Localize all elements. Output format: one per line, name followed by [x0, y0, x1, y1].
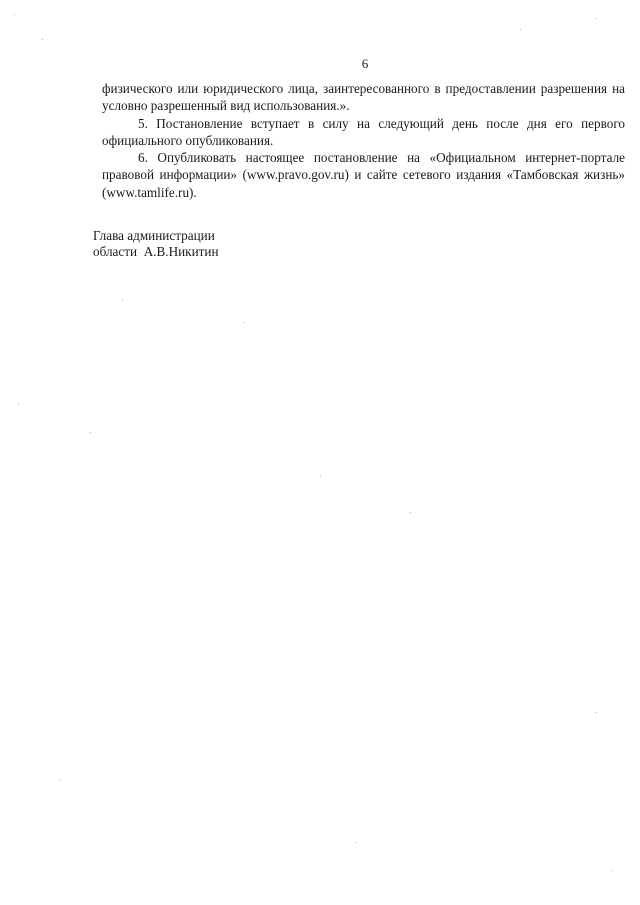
page-number: 6	[361, 56, 369, 71]
scan-speck	[244, 322, 245, 323]
scan-speck	[410, 512, 411, 513]
scan-speck	[18, 404, 19, 405]
scan-speck	[356, 842, 357, 843]
scan-speck	[14, 14, 15, 15]
scan-speck	[520, 29, 521, 30]
scan-speck	[42, 39, 43, 40]
signature-block	[93, 228, 219, 260]
scan-speck	[596, 712, 597, 713]
scan-speck	[122, 300, 123, 301]
paragraph-continuation: физического или юридического лица, заинтересованного в предоставлении разрешения на условно разрешенный вид использования.».	[102, 81, 625, 114]
scan-speck	[90, 432, 91, 433]
paragraph-item-6: 6. Опубликовать настоящее постановление на «Официальном интернет-портале правовой информации» (www.pravo.gov.ru) и сайте сетевого издания «Тамбовская жизнь» (www.tamlife.ru).	[102, 150, 625, 200]
scan-speck	[612, 870, 613, 871]
signatory-name: А.В.Никитин	[143, 244, 219, 259]
scan-speck	[60, 780, 61, 781]
signature-region: области	[93, 244, 138, 259]
scan-speck	[596, 18, 597, 19]
scan-speck	[320, 476, 321, 477]
signature-line-2	[93, 244, 219, 260]
signature-position: Глава администрации	[93, 228, 215, 243]
document-body	[102, 80, 625, 201]
paragraph-item-5: 5. Постановление вступает в силу на следующий день после дня его первого официального опубликования.	[102, 115, 625, 148]
